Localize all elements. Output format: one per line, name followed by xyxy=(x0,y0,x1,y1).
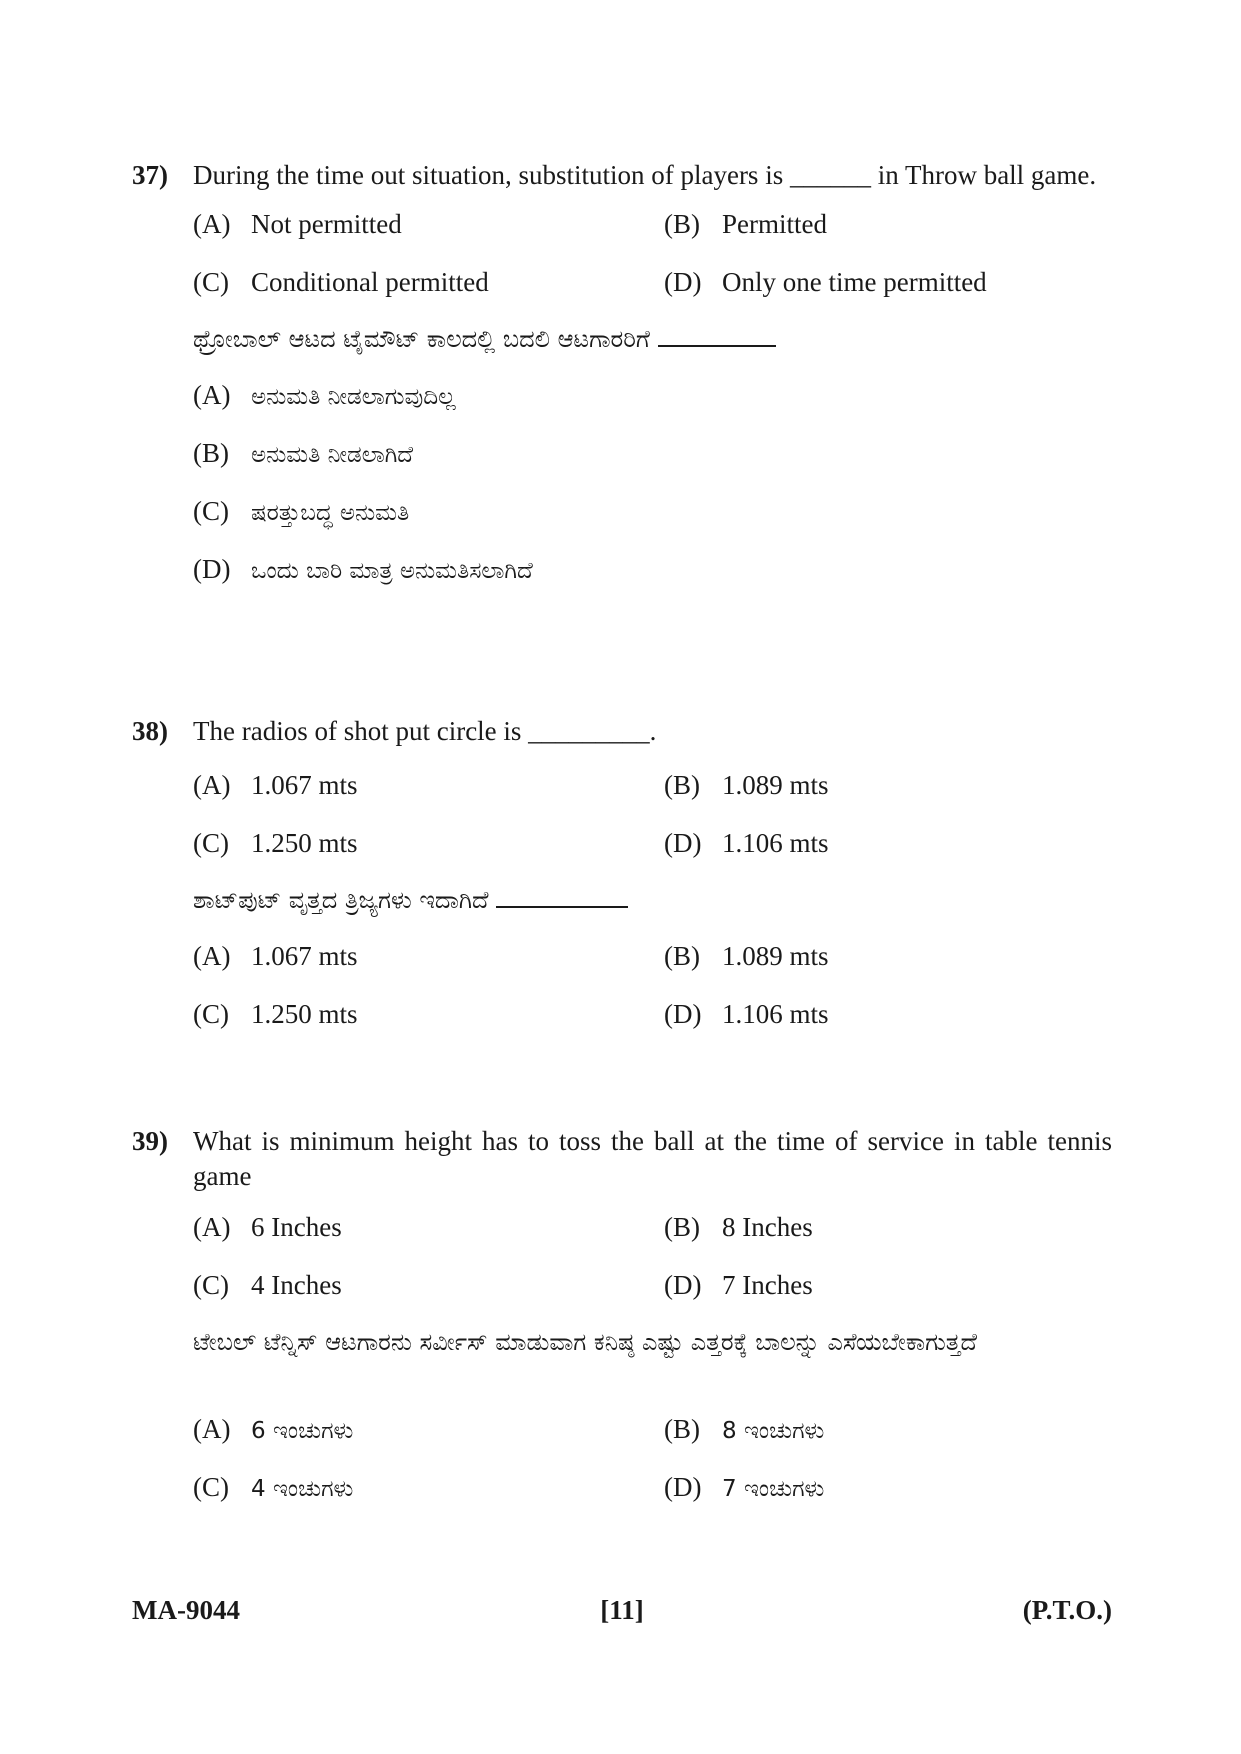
option-row xyxy=(132,207,1112,265)
question-39 xyxy=(132,1124,1112,1528)
question-stem xyxy=(132,1124,1112,1194)
kannada-option-row xyxy=(132,1470,1112,1528)
paper-code: MA-9044 xyxy=(132,1595,240,1625)
answer-blank: ______ xyxy=(789,160,871,190)
kannada-option-a: (A) 6 ಇಂಚುಗಳು xyxy=(193,1414,354,1444)
question-stem xyxy=(132,714,1112,749)
kannada-option-c: (C) ಷರತ್ತುಬದ್ಧ ಅನುಮತಿ xyxy=(193,496,410,526)
option-row xyxy=(132,1268,1112,1326)
option-a: (A) 1.067 mts xyxy=(193,770,358,800)
page-footer xyxy=(132,1595,1112,1635)
page-number: [11] xyxy=(600,1595,644,1625)
option-row xyxy=(132,1210,1112,1268)
option-b: (B) 1.089 mts xyxy=(664,770,829,800)
kannada-option-a: (A) 1.067 mts xyxy=(193,941,358,971)
question-number: 37) xyxy=(132,160,168,190)
kannada-option-row xyxy=(132,1412,1112,1470)
kannada-option-row xyxy=(132,997,1112,1055)
question-text: What is minimum height has to toss the ball at the time of service in table tennis game xyxy=(193,1126,1112,1191)
kannada-option-b: (B) ಅನುಮತಿ ನೀಡಲಾಗಿದೆ xyxy=(193,438,414,468)
option-c: (C) 4 Inches xyxy=(193,1270,342,1300)
question-37 xyxy=(132,158,1112,610)
kannada-option-d: (D) 7 ಇಂಚುಗಳು xyxy=(664,1472,825,1502)
option-row xyxy=(132,265,1112,323)
question-number: 38) xyxy=(132,716,168,746)
kannada-option-d: (D) 1.106 mts xyxy=(664,999,829,1029)
kannada-question-text: ಶಾಟ್‌ಪುಟ್ ವೃತ್ತದ ತ್ರಿಜ್ಯಗಳು ಇದಾಗಿದೆ xyxy=(193,884,1112,939)
question-text-before: The radios of shot put circle is xyxy=(193,716,522,746)
option-d: (D) 1.106 mts xyxy=(664,828,829,858)
option-c: (C) Conditional permitted xyxy=(193,267,489,297)
question-text xyxy=(193,158,1112,193)
kannada-question-text: ಥ್ರೋಬಾಲ್ ಆಟದ ಟೈಮೌಟ್ ಕಾಲದಲ್ಲಿ ಬದಲಿ ಆಟಗಾರರಿಗೆ xyxy=(193,323,1112,378)
kannada-option-a: (A) ಅನುಮತಿ ನೀಡಲಾಗುವುದಿಲ್ಲ xyxy=(193,380,456,410)
kannada-option-c: (C) 1.250 mts xyxy=(193,999,358,1029)
option-row xyxy=(132,768,1112,826)
option-row xyxy=(132,826,1112,884)
kannada-answer-blank xyxy=(658,323,776,347)
kannada-option-row xyxy=(132,939,1112,997)
kannada-question-text: ಟೇಬಲ್ ಟೆನ್ನಿಸ್ ಆಟಗಾರನು ಸರ್ವೀಸ್ ಮಾಡುವಾಗ ಕನಿಷ್ಠ ಎಷ್ಟು ಎತ್ತರಕ್ಕೆ ಬಾಲನ್ನು ಎಸೆಯಬೇಕಾಗುತ್ತದೆ xyxy=(193,1328,977,1356)
option-a: (A) 6 Inches xyxy=(193,1212,342,1242)
option-b: (B) Permitted xyxy=(664,209,827,239)
kannada-answer-blank xyxy=(496,884,628,908)
question-number: 39) xyxy=(132,1126,168,1156)
question-stem xyxy=(132,158,1112,193)
option-b: (B) 8 Inches xyxy=(664,1212,813,1242)
question-text-after: in Throw ball game. xyxy=(877,160,1097,190)
option-c: (C) 1.250 mts xyxy=(193,828,358,858)
kannada-option-c: (C) 4 ಇಂಚುಗಳು xyxy=(193,1472,354,1502)
kannada-option-b: (B) 1.089 mts xyxy=(664,941,829,971)
question-text-before: During the time out situation, substitution of players is xyxy=(193,160,784,190)
question-38 xyxy=(132,714,1112,1055)
kannada-option-b: (B) 8 ಇಂಚುಗಳು xyxy=(664,1414,825,1444)
option-d: (D) Only one time permitted xyxy=(664,267,987,297)
question-text xyxy=(193,714,1112,749)
option-a: (A) Not permitted xyxy=(193,209,402,239)
answer-blank: _________ xyxy=(528,716,650,746)
question-text-after: . xyxy=(649,716,657,746)
option-d: (D) 7 Inches xyxy=(664,1270,813,1300)
kannada-option-d: (D) ಒಂದು ಬಾರಿ ಮಾತ್ರ ಅನುಮತಿಸಲಾಗಿದೆ xyxy=(193,554,533,584)
please-turn-over: (P.T.O.) xyxy=(1022,1595,1112,1625)
